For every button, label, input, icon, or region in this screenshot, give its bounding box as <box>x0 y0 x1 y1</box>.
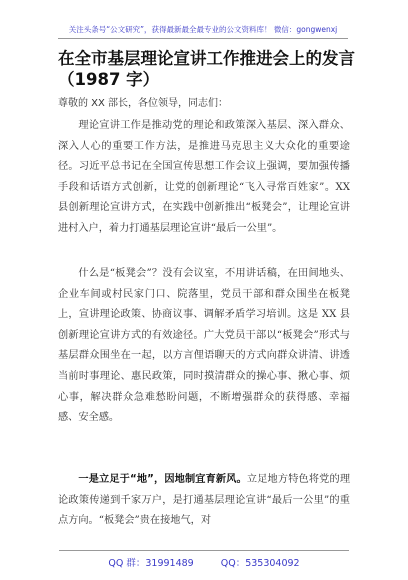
footer-qq-group: QQ 群：31991489 <box>108 558 194 569</box>
footer-qq: QQ：535304092 <box>220 558 300 569</box>
section-lead: 一是立足于“地”，因地制宜育新风。 <box>78 474 247 485</box>
paragraph-3 <box>58 470 350 532</box>
paragraph-1: 理论宣讲工作是推动党的理论和政策深入基层、深入群众、深入人心的重要工作方法，是推进马克思主义大众化的重要途径。习近平总书记在全国宣传思想工作会议上强调，要加强传播手段和话语方式创新，让党的创新理论“飞入寻常百姓家”。XX 县创新理论宣讲方式，在实践中创新推出“板凳会”，让理论宣讲进村入户，着力打通基层理论宣讲“最后一公里”。 <box>58 120 350 234</box>
footer-contacts <box>59 550 349 569</box>
salutation: 尊敬的 XX 部长，各位领导，同志们： <box>58 98 229 109</box>
header-banner: 关注头条号“公文研究”，获得最新最全最专业的公文资料库！ 微信：gongwenxj <box>58 24 348 39</box>
document-title: 在全市基层理论宣讲工作推进会上的发言（1987 字） <box>58 49 355 89</box>
footer <box>0 544 408 569</box>
section-text: 立足地方特色将党的理论政策传递到千家万户，是打通基层理论宣讲“最后一公里”的重点方向。“板凳会”贵在接地气，对 <box>58 474 351 527</box>
paragraph-2: 什么是“板凳会”？没有会议室，不用讲话稿，在田间地头、企业车间或村民家门口、院落里，党员干部和群众围坐在板凳上，宣讲理论政策、协商议事、调解矛盾学习培训。这是 XX 县创新理论宣讲方式的有效途径。广大党员干部以“板凳会”形式与基层群众围坐在一起，以方言俚语聊天的方式向群众讲清、讲透当前时事理论、惠民政策，同时摸清群众的操心事、揪心事、烦心事，解决群众急难愁盼问题，不断增强群众的获得感、幸福感、安全感。 <box>58 268 350 424</box>
